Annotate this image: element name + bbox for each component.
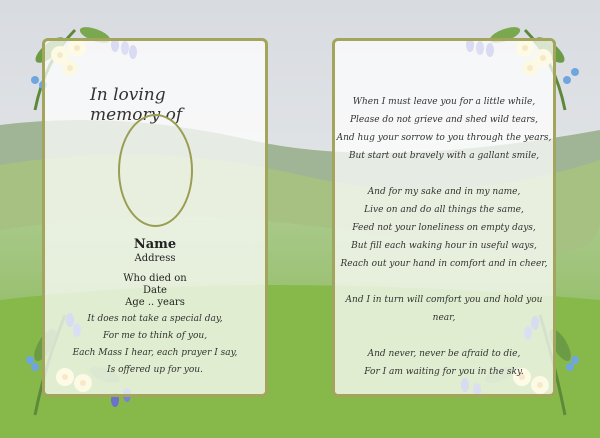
deceased-name: Name xyxy=(133,237,177,252)
verse-line: Is offered up for you. xyxy=(107,365,203,375)
right-poem-card xyxy=(332,38,556,397)
poem-stanza xyxy=(335,345,553,381)
poem-line: When I must leave you for a little while, xyxy=(352,97,536,107)
poem-line: But fill each waking hour in useful ways, xyxy=(351,241,537,251)
poem-line: And hug your sorrow to you through the years, xyxy=(336,133,552,143)
poem-line: near, xyxy=(432,313,456,323)
date-of-death: Date xyxy=(143,285,167,296)
poem-line: And I in turn will comfort you and hold you xyxy=(345,295,543,305)
left-memorial-card xyxy=(42,38,268,397)
poem-stanza xyxy=(335,93,553,165)
poem-line: Live on and do all things the same, xyxy=(364,205,524,215)
deceased-address: Address xyxy=(134,253,176,264)
poem-line: And for my sake and in my name, xyxy=(367,187,521,197)
poem-line: Please do not grieve and shed wild tears, xyxy=(349,115,539,125)
poem-line: For I am waiting for you in the sky. xyxy=(364,367,524,377)
poem-line: Feed not your loneliness on empty days, xyxy=(352,223,536,233)
photo-frame[interactable] xyxy=(118,114,193,227)
poem xyxy=(335,93,553,399)
verse-line: For me to think of you, xyxy=(102,331,208,341)
poem-stanza xyxy=(335,183,553,273)
poem-line: Reach out your hand in comfort and in cheer, xyxy=(340,259,548,269)
verse-line: Each Mass I hear, each prayer I say, xyxy=(72,348,238,358)
poem-line: And never, never be afraid to die, xyxy=(367,349,521,359)
memorial-verse xyxy=(45,311,265,379)
memorial-heading: In loving memory of xyxy=(90,85,183,125)
age: Age .. years xyxy=(125,297,185,308)
poem-stanza xyxy=(335,291,553,327)
poem-line: But start out bravely with a gallant smile, xyxy=(348,151,540,161)
verse-line: It does not take a special day, xyxy=(87,314,223,324)
who-died-on-label: Who died on xyxy=(123,273,187,284)
